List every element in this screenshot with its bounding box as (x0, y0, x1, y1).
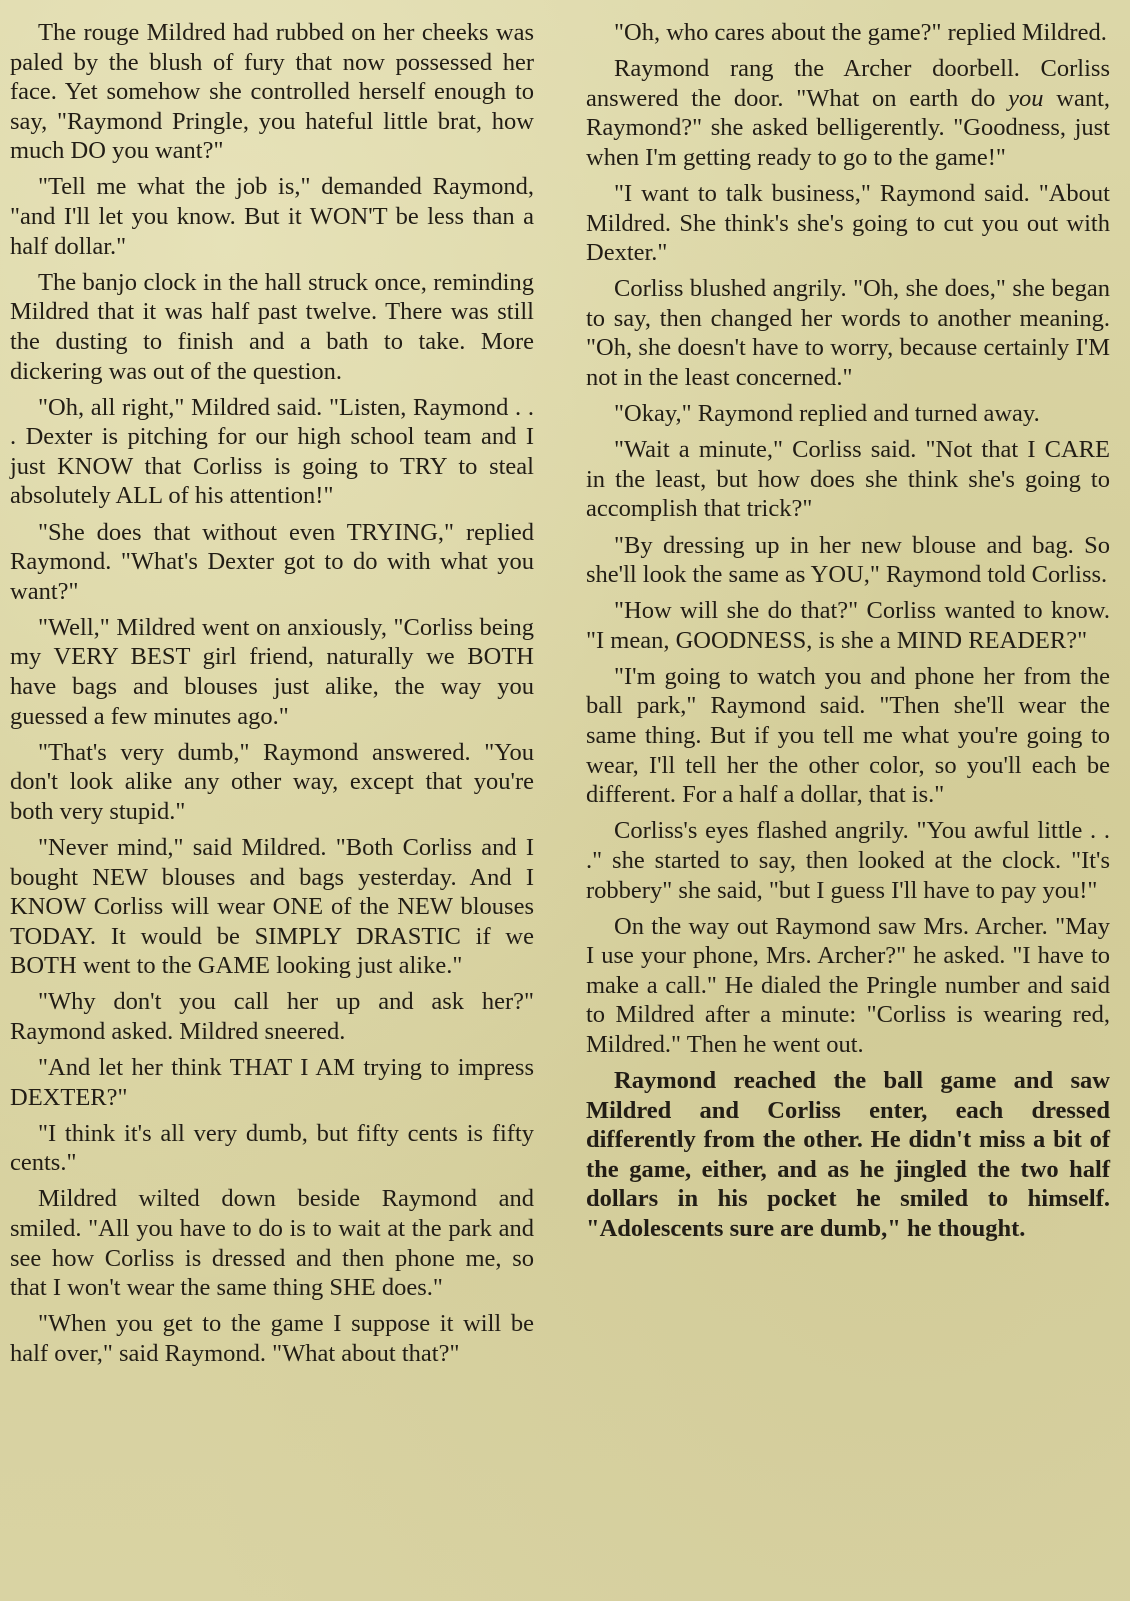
paragraph: The rouge Mildred had rubbed on her cheeks was paled by the blush of fury that now possessed her face. Yet somehow she controlled herself enough to say, "Raymond Pringle, you hateful little brat, how much DO you want?" (10, 19, 534, 165)
paragraph: "When you get to the game I suppose it will be half over," said Raymond. "What about that?" (10, 1310, 534, 1367)
paragraph: "I think it's all very dumb, but fifty cents is fifty cents." (10, 1119, 534, 1177)
paragraph: "She does that without even TRYING," replied Raymond. "What's Dexter got to do with what you want?" (10, 518, 534, 605)
paragraph-lead: Raymond rang the Archer doorbell. Corliss answered the door. "What on earth do (586, 55, 1110, 112)
paragraph: "Never mind," said Mildred. "Both Corliss and I bought NEW blouses and bags yesterday. And I KNOW Corliss will wear ONE of the NEW blouses TODAY. It would be SIMPLY DRASTIC if we BOTH went to the GAME looking just alike." (10, 833, 534, 980)
paragraph: "Why don't you call her up and ask her?" Raymond asked. Mildred sneered. (10, 988, 534, 1045)
paragraph: "Wait a minute," Corliss said. "Not that I CARE in the least, but how does she think she's going to accomplish that trick?" (586, 436, 1110, 523)
paragraph: "That's very dumb," Raymond answered. "You don't look alike any other way, except that you're both very stupid." (10, 738, 534, 825)
paragraph: The banjo clock in the hall struck once, reminding Mildred that it was half past twelve. There was still the dusting to finish and a bath to take. More dickering was out of the question. (10, 268, 534, 385)
paragraph: "Well," Mildred went on anxiously, "Corliss being my VERY BEST girl friend, naturally we BOTH have bags and blouses just alike, the way you guessed a few minutes ago." (10, 613, 534, 730)
paragraph: "Tell me what the job is," demanded Raymond, "and I'll let you know. But it WON'T be less than a half dollar." (10, 173, 534, 260)
paragraph: "Oh, who cares about the game?" replied Mildred. (614, 19, 1107, 46)
paragraph: On the way out Raymond saw Mrs. Archer. "May I use your phone, Mrs. Archer?" he asked. "I have to make a call." He dialed the Pringle number and said to Mildred after a minute: "Corliss is wearing red, Mildred." Then he went out. (586, 912, 1110, 1058)
paragraph: "Oh, all right," Mildred said. "Listen, Raymond . . . Dexter is pitching for our high school team and I just KNOW that Corliss is going to TRY to steal absolutely ALL of his attention!" (10, 393, 534, 510)
paragraph: Corliss blushed angrily. "Oh, she does," she began to say, then changed her words to another meaning. "Oh, she doesn't have to worry, because certainly I'M not in the least concerned." (586, 275, 1110, 392)
paragraph: Corliss's eyes flashed angrily. "You awful little . . ." she started to say, then looked at the clock. "It's robbery" she said, "but I guess I'll have to pay you!" (586, 817, 1110, 904)
paragraph: "I'm going to watch you and phone her from the ball park," Raymond said. "Then she'll wear the same thing. But if you tell me what you're going to wear, I'll tell her the other color, so you'll each be different. For a half a dollar, that is." (586, 662, 1110, 809)
paragraph (586, 54, 1110, 172)
paragraph: Mildred wilted down beside Raymond and smiled. "All you have to do is to wait at the park and see how Corliss is dressed and then phone me, so that I won't wear the same thing SHE does." (10, 1185, 534, 1302)
paragraph: "And let her think THAT I AM trying to impress DEXTER?" (10, 1054, 534, 1111)
paragraph: "By dressing up in her new blouse and bag. So she'll look the same as YOU," Raymond told Corliss. (586, 531, 1110, 589)
paragraph: "I want to talk business," Raymond said. "About Mildred. She think's she's going to cut you out with Dexter." (586, 179, 1110, 267)
paragraph: "Okay," Raymond replied and turned away. (614, 400, 1040, 428)
paragraph-final: Raymond reached the ball game and saw Mildred and Corliss enter, each dressed differently from the other. He didn't miss a bit of the game, either, and as he jingled the two half dollars in his pocket he smiled to himself. "Adolescents sure are dumb," he thought. (586, 1067, 1110, 1243)
paragraph: "How will she do that?" Corliss wanted to know. "I mean, GOODNESS, is she a MIND READER?" (586, 597, 1110, 654)
right-column (586, 18, 1110, 1250)
emphasis-word: you (1008, 84, 1044, 112)
paragraph-tail: want, Raymond?" she asked belligerently. "Goodness, just when I'm getting ready to go to the game!" (586, 84, 1110, 171)
left-column (10, 18, 534, 1375)
